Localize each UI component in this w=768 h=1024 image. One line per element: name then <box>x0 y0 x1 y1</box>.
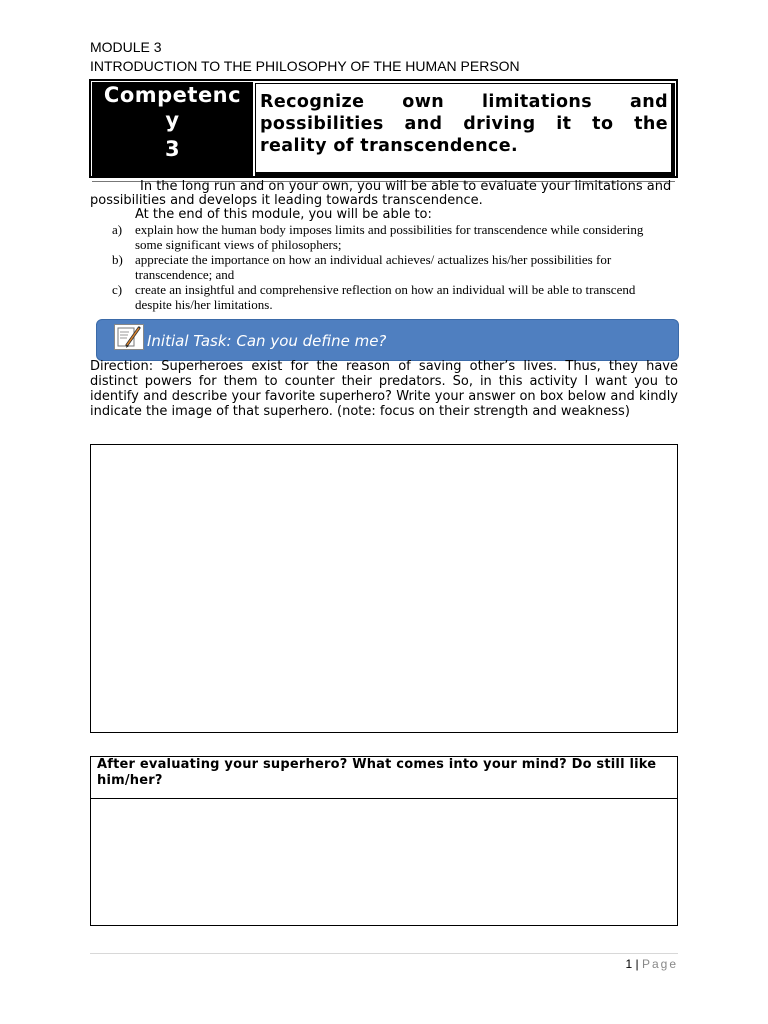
competency-label-line2: y <box>165 108 180 132</box>
objectives-lead: At the end of this module, you will be able to: <box>135 207 432 222</box>
page-label: Page <box>641 957 678 971</box>
module-title: MODULE 3 <box>90 39 162 55</box>
reflection-question: After evaluating your superhero? What comes into your mind? Do still like him/her? <box>97 757 657 788</box>
intro-paragraph: In the long run and on your own, you will be able to evaluate your limitations and possibilities and develops it leading towards transcendence. <box>90 179 672 208</box>
objective-marker: a) <box>112 222 123 237</box>
objective-text: appreciate the importance on how an individual achieves/ actualizes his/her possibilities for transcendence; and <box>135 252 612 282</box>
competency-label-line1: Competenc <box>103 83 242 107</box>
objective-marker: b) <box>112 252 123 267</box>
competency-label <box>92 82 253 176</box>
objectives-list <box>112 222 672 312</box>
initial-task-title: Initial Task: Can you define me? <box>147 332 387 350</box>
pencil-notepad-icon <box>114 324 144 350</box>
objective-item <box>112 222 672 252</box>
objective-marker: c) <box>112 282 123 297</box>
reflection-divider <box>90 798 678 799</box>
course-title: INTRODUCTION TO THE PHILOSOPHY OF THE HUMAN PERSON <box>90 58 520 74</box>
objective-text: create an insightful and comprehensive reflection on how an individual will be able to transcend despite his/her limitations. <box>135 282 636 312</box>
objective-item <box>112 252 672 282</box>
footer-rule <box>90 953 678 954</box>
competency-statement: Recognize own limitations and possibilities and driving it to the reality of transcendence. <box>260 92 668 156</box>
objective-text: explain how the human body imposes limits and possibilities for transcendence while considering some significant views of philosophers; <box>135 222 644 252</box>
superhero-answer-box[interactable] <box>90 444 678 733</box>
page-number: 1 <box>625 957 633 971</box>
task-direction: Direction: Superheroes exist for the reason of saving other’s lives. Thus, they have distinct powers for them to counter their predators. So, in this activity I want you to identify and describe your favorite superhero? Write your answer on box below and kindly indicate the image of that superhero. (note: focus on their strength and weakness) <box>90 359 678 419</box>
competency-number: 3 <box>164 137 181 161</box>
objective-item <box>112 282 672 312</box>
page-footer <box>600 957 678 971</box>
page-separator: | <box>635 957 639 971</box>
